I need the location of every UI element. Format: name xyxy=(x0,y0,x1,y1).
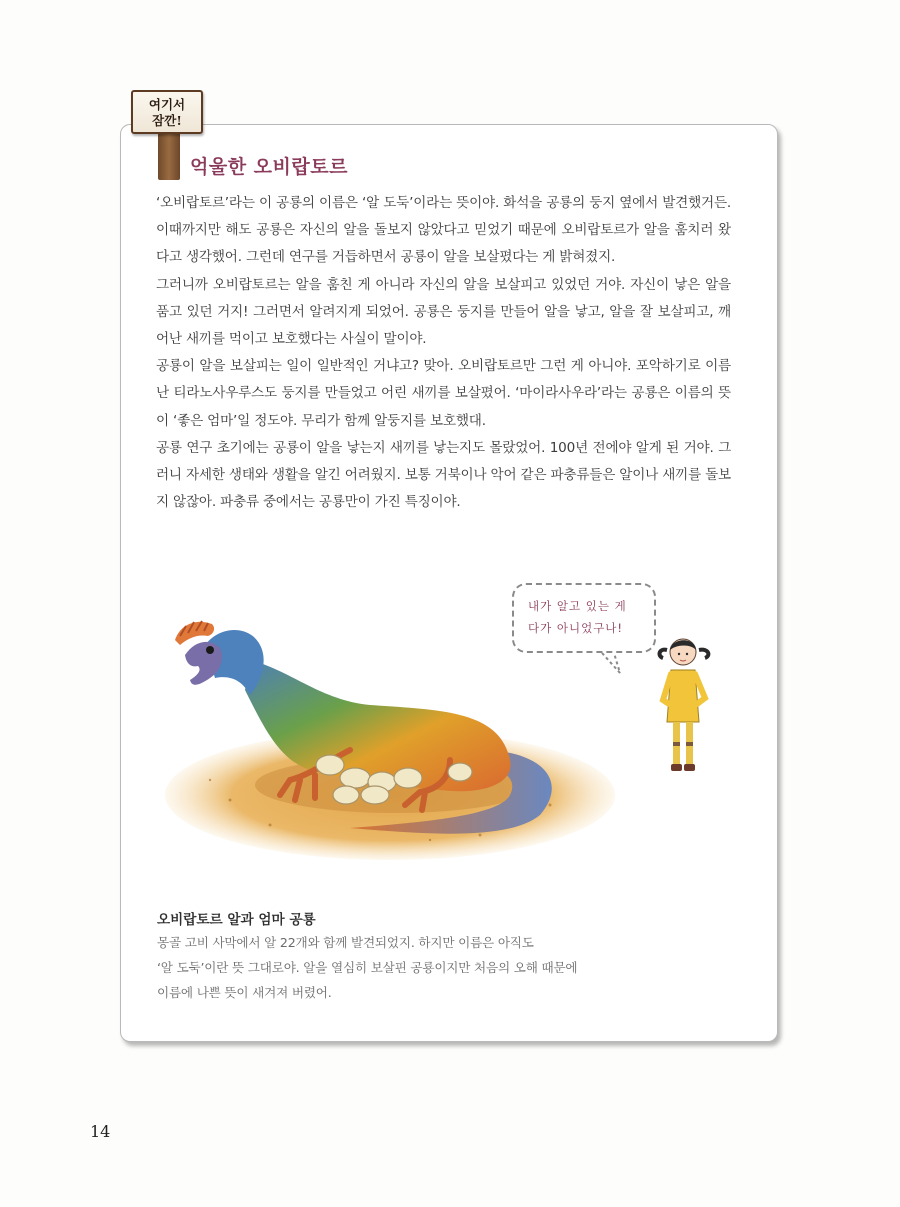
section-title: 억울한 오비랍토르 xyxy=(190,156,348,178)
body-text xyxy=(156,190,731,516)
caption-line-1: 몽골 고비 사막에서 알 22개와 함께 발견되었지. 하지만 이름은 아직도 xyxy=(157,935,534,950)
speech-bubble xyxy=(512,583,656,653)
caption-line-2: ‘알 도둑’이란 뜻 그대로야. 알을 열심히 보살핀 공룡이지만 처음의 오해 때문에 xyxy=(157,960,578,975)
page-number: 14 xyxy=(90,1122,111,1141)
paragraph-1: ‘오비랍토르’라는 이 공룡의 이름은 ‘알 도둑’이라는 뜻이야. 화석을 공룡의 둥지 옆에서 발견했거든. 이때까지만 해도 공룡은 자신의 알을 돌보지 않았다고 믿었기 때문에 오비랍토르가 알을 훔치러 왔다고 생각했어. 그런데 연구를 거듭하면서 공룡이 알을 보살폈다는 게 밝혀졌지. xyxy=(156,195,731,266)
speech-bubble-tail xyxy=(600,651,626,677)
paragraph-3: 공룡이 알을 보살피는 일이 일반적인 거냐고? 맞아. 오비랍토르만 그런 게 아니야. 포악하기로 이름난 티라노사우루스도 둥지를 만들었고 어린 새끼를 보살폈어. ‘마이라사우라’라는 공룡은 이름의 뜻이 ‘좋은 엄마’일 정도야. 무리가 함께 알둥지를 보호했대. xyxy=(156,358,731,429)
paragraph-2: 그러니까 오비랍토르는 알을 훔친 게 아니라 자신의 알을 보살피고 있었던 거야. 자신이 낳은 알을 품고 있던 거지! 그러면서 알려지게 되었어. 공룡은 둥지를 만들어 알을 낳고, 알을 잘 보살피고, 깨어난 새끼를 먹이고 보호했다는 사실이 말이야. xyxy=(156,276,731,348)
caption-title: 오비랍토르 알과 엄마 공룡 xyxy=(157,912,316,928)
girl-illustration xyxy=(655,630,715,780)
speech-line-2: 다가 아니었구나! xyxy=(528,621,624,635)
sign-line-2: 잠깐! xyxy=(152,113,182,128)
sign-line-1: 여기서 xyxy=(148,97,186,112)
caption-line-3: 이름에 나쁜 뜻이 새겨져 버렸어. xyxy=(157,985,332,1000)
speech-line-1: 내가 알고 있는 게 xyxy=(528,599,627,613)
paragraph-4: 공룡 연구 초기에는 공룡이 알을 낳는지 새끼를 낳는지도 몰랐었어. 100년 전에야 알게 된 거야. 그러니 자세한 생태와 생활을 알긴 어려웠지. 보통 거북이나 악어 같은 파충류들은 알이나 새끼를 돌보지 않잖아. 파충류 중에서는 공룡만이 가진 특징이야. xyxy=(156,439,731,511)
caption-text xyxy=(157,930,627,1005)
sign-board xyxy=(131,90,203,134)
